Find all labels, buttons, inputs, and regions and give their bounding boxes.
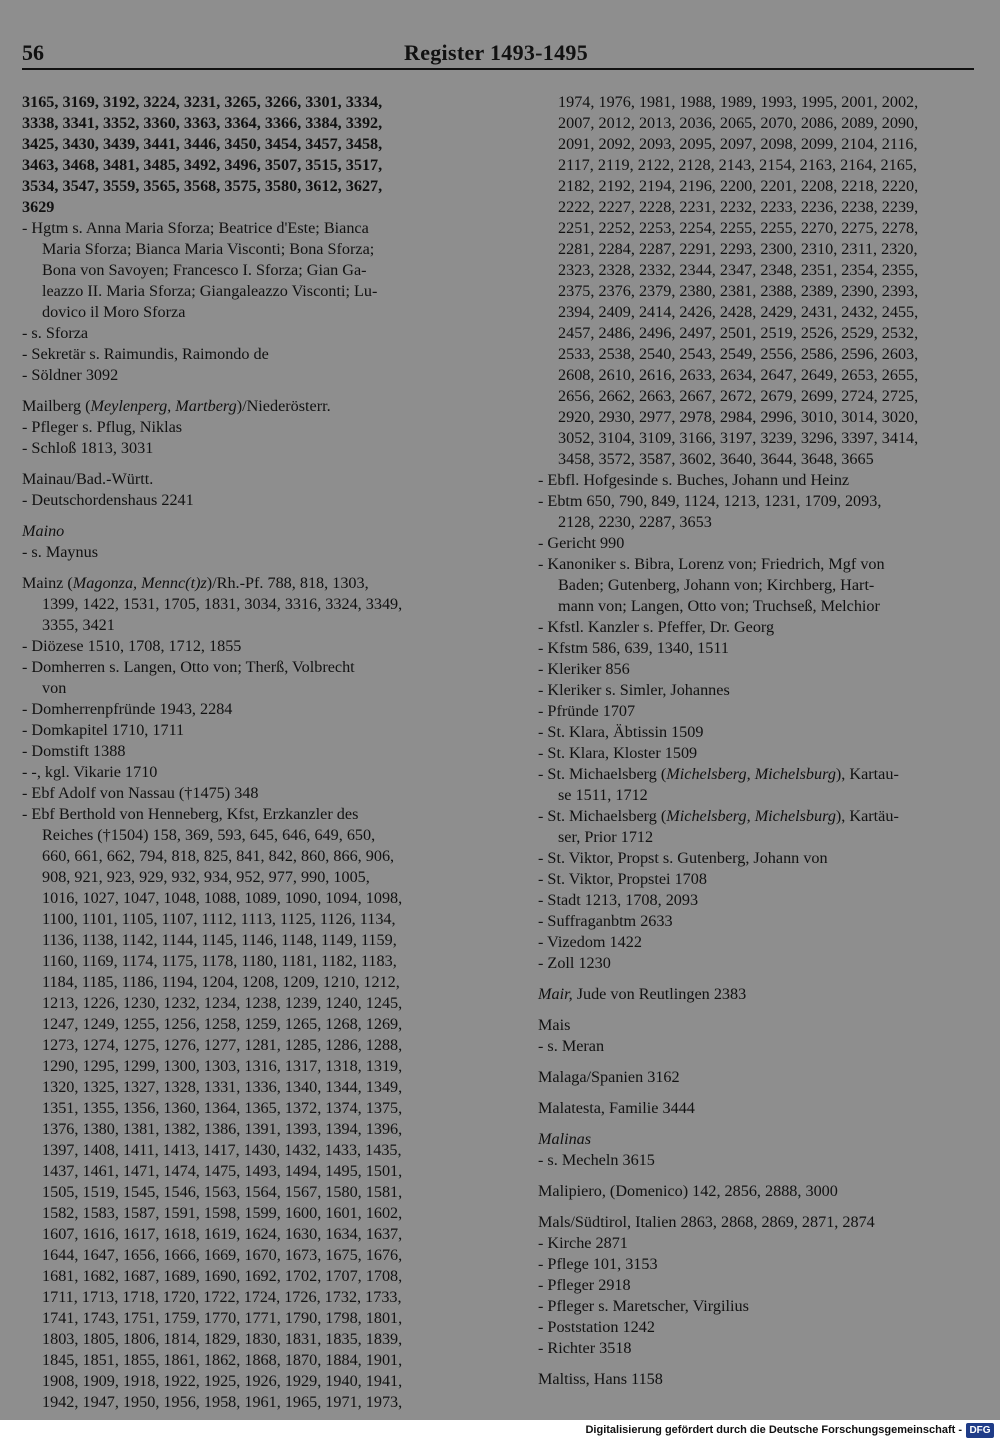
index-line xyxy=(538,407,982,428)
index-line xyxy=(538,113,982,134)
line-text: - Deutschordenshaus 2241 xyxy=(22,491,194,509)
index-line xyxy=(538,197,982,218)
line-text: 1160, 1169, 1174, 1175, 1178, 1180, 1181, 1182, 1183, xyxy=(42,952,397,970)
index-line xyxy=(538,617,982,638)
index-line xyxy=(538,1317,982,1338)
index-line xyxy=(538,323,982,344)
index-line xyxy=(538,869,982,890)
index-line xyxy=(22,1014,468,1035)
index-line xyxy=(22,636,468,657)
line-text: dovico il Moro Sforza xyxy=(42,303,186,321)
line-text: - Kfstl. Kanzler s. Pfeffer, Dr. Georg xyxy=(538,618,775,636)
entry-gap xyxy=(538,1088,982,1098)
italic-variant: Malinas xyxy=(538,1130,592,1148)
index-line xyxy=(538,1254,982,1275)
line-text: 3458, 3572, 3587, 3602, 3640, 3644, 3648, 3665 xyxy=(558,450,874,468)
index-line xyxy=(22,521,468,542)
entry-gap xyxy=(538,974,982,984)
index-line xyxy=(22,741,468,762)
index-line xyxy=(538,239,982,260)
index-line xyxy=(22,1224,468,1245)
line-text: 1273, 1274, 1275, 1276, 1277, 1281, 1285, 1286, 1288, xyxy=(42,1036,403,1054)
line-text: - Gericht 990 xyxy=(538,534,625,552)
index-line xyxy=(22,909,468,930)
index-line xyxy=(22,1035,468,1056)
index-line xyxy=(22,825,468,846)
line-text: 2457, 2486, 2496, 2497, 2501, 2519, 2526, 2529, 2532, xyxy=(558,324,919,342)
line-text: 1184, 1185, 1186, 1194, 1204, 1208, 1209, 1210, 1212, xyxy=(42,973,400,991)
index-line xyxy=(22,699,468,720)
index-line xyxy=(538,302,982,323)
italic-variant: Mair, xyxy=(538,985,573,1003)
line-text: 1505, 1519, 1545, 1546, 1563, 1564, 1567, 1580, 1581, xyxy=(42,1183,403,1201)
line-text: - Suffraganbtm 2633 xyxy=(538,912,673,930)
index-line xyxy=(538,1233,982,1254)
line-text: - Pfründe 1707 xyxy=(538,702,636,720)
line-text: 3338, 3341, 3352, 3360, 3363, 3364, 3366, 3384, 3392, xyxy=(22,114,383,132)
line-text: 3052, 3104, 3109, 3166, 3197, 3239, 3296, 3397, 3414, xyxy=(558,429,919,447)
index-line xyxy=(538,680,982,701)
index-line xyxy=(538,827,982,848)
line-text: - St. Michaelsberg ( xyxy=(538,765,667,783)
index-line xyxy=(538,659,982,680)
line-text: 1644, 1647, 1656, 1666, 1669, 1670, 1673, 1675, 1676, xyxy=(42,1246,403,1264)
entry-gap xyxy=(538,1359,982,1369)
index-line xyxy=(22,930,468,951)
index-line xyxy=(538,953,982,974)
line-text: Malaga/Spanien 3162 xyxy=(538,1068,680,1086)
index-line xyxy=(22,657,468,678)
line-tail: ), Kartäu- xyxy=(835,807,899,825)
index-line xyxy=(22,1392,468,1413)
line-text: 2920, 2930, 2977, 2978, 2984, 2996, 3010, 3014, 3020, xyxy=(558,408,919,426)
line-text: 1320, 1325, 1327, 1328, 1331, 1336, 1340, 1344, 1349, xyxy=(42,1078,403,1096)
footer xyxy=(0,1420,1000,1442)
line-text: - Diözese 1510, 1708, 1712, 1855 xyxy=(22,637,242,655)
line-text: mann von; Langen, Otto von; Truchseß, Melchior xyxy=(558,597,880,615)
index-line xyxy=(22,615,468,636)
index-line xyxy=(538,491,982,512)
line-text: 2182, 2192, 2194, 2196, 2200, 2201, 2208, 2218, 2220, xyxy=(558,177,919,195)
index-line xyxy=(538,806,982,827)
line-text: 2394, 2409, 2414, 2426, 2428, 2429, 2431, 2432, 2455, xyxy=(558,303,919,321)
entry-gap xyxy=(22,511,468,521)
index-line xyxy=(538,932,982,953)
line-text: 2323, 2328, 2332, 2344, 2347, 2348, 2351, 2354, 2355, xyxy=(558,261,919,279)
index-line xyxy=(22,1266,468,1287)
line-text: Baden; Gutenberg, Johann von; Kirchberg, Hart- xyxy=(558,576,875,594)
line-text: 908, 921, 923, 929, 932, 934, 952, 977, 990, 1005, xyxy=(42,868,370,886)
line-text: - St. Klara, Äbtissin 1509 xyxy=(538,723,704,741)
index-line xyxy=(22,594,468,615)
line-text: 1845, 1851, 1855, 1861, 1862, 1868, 1870, 1884, 1901, xyxy=(42,1351,403,1369)
page-title: Register 1493-1495 xyxy=(404,40,589,65)
index-line xyxy=(22,344,468,365)
line-text: - Söldner 3092 xyxy=(22,366,119,384)
line-text: - Schloß 1813, 3031 xyxy=(22,439,154,457)
index-line xyxy=(538,1098,982,1119)
index-line xyxy=(538,134,982,155)
index-line xyxy=(538,785,982,806)
line-text: - s. Meran xyxy=(538,1037,605,1055)
line-text: Mailberg ( xyxy=(22,397,91,415)
index-line xyxy=(538,848,982,869)
left-column xyxy=(22,92,468,1413)
line-text: - Pfleger s. Pflug, Niklas xyxy=(22,418,183,436)
line-text: - Domherrenpfründe 1943, 2284 xyxy=(22,700,233,718)
line-text: 2375, 2376, 2379, 2380, 2381, 2388, 2389, 2390, 2393, xyxy=(558,282,919,300)
line-text: - Ebtm 650, 790, 849, 1124, 1213, 1231, 1709, 2093, xyxy=(538,492,882,510)
index-line xyxy=(22,1161,468,1182)
page-header xyxy=(22,40,974,70)
index-line xyxy=(538,1338,982,1359)
index-line xyxy=(538,1129,982,1150)
right-column xyxy=(538,92,982,1390)
line-tail: )/Rh.-Pf. 788, 818, 1303, xyxy=(206,574,369,592)
index-line xyxy=(22,1140,468,1161)
index-line xyxy=(538,890,982,911)
index-line xyxy=(538,743,982,764)
line-text: - St. Klara, Kloster 1509 xyxy=(538,744,698,762)
line-text: 1974, 1976, 1981, 1988, 1989, 1993, 1995, 2001, 2002, xyxy=(558,93,919,111)
index-line xyxy=(22,1350,468,1371)
index-line xyxy=(22,1098,468,1119)
line-text: 1399, 1422, 1531, 1705, 1831, 3034, 3316, 3324, 3349, xyxy=(42,595,403,613)
line-text: 1803, 1805, 1806, 1814, 1829, 1830, 1831, 1835, 1839, xyxy=(42,1330,403,1348)
index-line xyxy=(538,701,982,722)
index-line xyxy=(538,554,982,575)
line-text: - Hgtm s. Anna Maria Sforza; Beatrice d'Este; Bianca xyxy=(22,219,369,237)
header-rule xyxy=(22,68,974,70)
line-tail: Jude von Reutlingen 2383 xyxy=(572,985,747,1003)
index-line xyxy=(22,92,468,113)
line-text: - Ebf Berthold von Henneberg, Kfst, Erzkanzler des xyxy=(22,805,359,823)
line-text: ser, Prior 1712 xyxy=(558,828,654,846)
page-number: 56 xyxy=(22,40,44,65)
line-text: 2007, 2012, 2013, 2036, 2065, 2070, 2086, 2089, 2090, xyxy=(558,114,919,132)
index-line xyxy=(22,1182,468,1203)
line-text: - s. Sforza xyxy=(22,324,89,342)
line-text: von xyxy=(42,679,67,697)
index-line xyxy=(22,993,468,1014)
line-text: - Richter 3518 xyxy=(538,1339,632,1357)
index-line xyxy=(22,365,468,386)
index-line xyxy=(538,764,982,785)
line-text: 660, 661, 662, 794, 818, 825, 841, 842, 860, 866, 906, xyxy=(42,847,395,865)
line-text: - St. Viktor, Propstei 1708 xyxy=(538,870,707,888)
line-text: - s. Maynus xyxy=(22,543,98,561)
line-text: 1136, 1138, 1142, 1144, 1145, 1146, 1148, 1149, 1159, xyxy=(42,931,397,949)
italic-variant: Michelsberg, Michelsburg xyxy=(666,765,836,783)
line-text: - Domstift 1388 xyxy=(22,742,126,760)
index-line xyxy=(538,92,982,113)
index-line xyxy=(22,490,468,511)
line-text: leazzo II. Maria Sforza; Giangaleazzo Visconti; Lu- xyxy=(42,282,378,300)
line-text: 1607, 1616, 1617, 1618, 1619, 1624, 1630, 1634, 1637, xyxy=(42,1225,403,1243)
index-line xyxy=(22,783,468,804)
index-line xyxy=(538,722,982,743)
line-text: Mals/Südtirol, Italien 2863, 2868, 2869, 2871, 2874 xyxy=(538,1213,875,1231)
line-tail: )/Niederösterr. xyxy=(236,397,331,415)
index-line xyxy=(22,1371,468,1392)
line-text: 3165, 3169, 3192, 3224, 3231, 3265, 3266, 3301, 3334, xyxy=(22,93,383,111)
line-text: 1741, 1743, 1751, 1759, 1770, 1771, 1790, 1798, 1801, xyxy=(42,1309,403,1327)
index-line xyxy=(22,1203,468,1224)
index-line xyxy=(538,449,982,470)
line-text: 1582, 1583, 1587, 1591, 1598, 1599, 1600, 1601, 1602, xyxy=(42,1204,403,1222)
line-text: 2222, 2227, 2228, 2231, 2232, 2233, 2236, 2238, 2239, xyxy=(558,198,919,216)
index-line xyxy=(22,323,468,344)
index-line xyxy=(538,260,982,281)
line-text: 1681, 1682, 1687, 1689, 1690, 1692, 1702, 1707, 1708, xyxy=(42,1267,403,1285)
index-line xyxy=(538,1015,982,1036)
line-text: 2533, 2538, 2540, 2543, 2549, 2556, 2586, 2596, 2603, xyxy=(558,345,919,363)
line-text: - Pflege 101, 3153 xyxy=(538,1255,658,1273)
line-text: 1376, 1380, 1381, 1382, 1386, 1391, 1393, 1394, 1396, xyxy=(42,1120,403,1138)
index-line xyxy=(22,1056,468,1077)
index-line xyxy=(22,239,468,260)
index-line xyxy=(22,1329,468,1350)
index-line xyxy=(538,596,982,617)
line-text: - Kanoniker s. Bibra, Lorenz von; Friedrich, Mgf von xyxy=(538,555,885,573)
entry-gap xyxy=(22,459,468,469)
index-line xyxy=(22,438,468,459)
line-text: - St. Viktor, Propst s. Gutenberg, Johann von xyxy=(538,849,828,867)
index-line xyxy=(22,134,468,155)
entry-gap xyxy=(538,1005,982,1015)
index-line xyxy=(538,1275,982,1296)
line-text: Maria Sforza; Bianca Maria Visconti; Bona Sforza; xyxy=(42,240,375,258)
index-line xyxy=(22,396,468,417)
index-line xyxy=(22,573,468,594)
entry-gap xyxy=(22,563,468,573)
line-text: - s. Mecheln 3615 xyxy=(538,1151,655,1169)
index-line xyxy=(22,302,468,323)
index-line xyxy=(22,218,468,239)
line-text: Reiches (†1504) 158, 369, 593, 645, 646, 649, 650, xyxy=(42,826,376,844)
index-line xyxy=(538,1296,982,1317)
line-text: Malipiero, (Domenico) 142, 2856, 2888, 3000 xyxy=(538,1182,838,1200)
line-text: 2091, 2092, 2093, 2095, 2097, 2098, 2099, 2104, 2116, xyxy=(558,135,918,153)
line-text: Bona von Savoyen; Francesco I. Sforza; Gian Ga- xyxy=(42,261,367,279)
index-line xyxy=(22,846,468,867)
index-line xyxy=(22,176,468,197)
line-text: Mainz ( xyxy=(22,574,73,592)
index-line xyxy=(22,113,468,134)
line-text: 3355, 3421 xyxy=(42,616,115,634)
line-text: - Kirche 2871 xyxy=(538,1234,628,1252)
index-line xyxy=(22,281,468,302)
line-text: - Domkapitel 1710, 1711 xyxy=(22,721,185,739)
index-line xyxy=(538,1181,982,1202)
index-line xyxy=(22,867,468,888)
line-text: 3629 xyxy=(22,198,55,216)
index-line xyxy=(22,804,468,825)
italic-variant: Meylenperg, Martberg xyxy=(90,397,237,415)
line-text: - Pfleger 2918 xyxy=(538,1276,631,1294)
index-line xyxy=(538,428,982,449)
entry-gap xyxy=(538,1057,982,1067)
line-text: Maltiss, Hans 1158 xyxy=(538,1370,663,1388)
italic-variant: Maino xyxy=(22,522,65,540)
index-line xyxy=(22,417,468,438)
index-line xyxy=(22,720,468,741)
index-line xyxy=(538,344,982,365)
index-line xyxy=(538,638,982,659)
line-text: - Zoll 1230 xyxy=(538,954,611,972)
index-line xyxy=(22,469,468,490)
index-line xyxy=(22,888,468,909)
line-text: - Ebf Adolf von Nassau (†1475) 348 xyxy=(22,784,259,802)
index-line xyxy=(538,470,982,491)
index-line xyxy=(538,1036,982,1057)
line-text: se 1511, 1712 xyxy=(558,786,648,804)
line-text: 1397, 1408, 1411, 1413, 1417, 1430, 1432, 1433, 1435, xyxy=(42,1141,402,1159)
line-text: - Ebfl. Hofgesinde s. Buches, Johann und Heinz xyxy=(538,471,850,489)
index-line xyxy=(22,762,468,783)
line-text: - Domherren s. Langen, Otto von; Therß, Volbrecht xyxy=(22,658,355,676)
index-line xyxy=(22,1308,468,1329)
line-text: 2281, 2284, 2287, 2291, 2293, 2300, 2310, 2311, 2320, xyxy=(558,240,918,258)
index-line xyxy=(538,911,982,932)
line-text: 1908, 1909, 1918, 1922, 1925, 1926, 1929, 1940, 1941, xyxy=(42,1372,403,1390)
entry-gap xyxy=(538,1202,982,1212)
index-line xyxy=(538,386,982,407)
line-text: 1290, 1295, 1299, 1300, 1303, 1316, 1317, 1318, 1319, xyxy=(42,1057,403,1075)
line-text: - St. Michaelsberg ( xyxy=(538,807,667,825)
index-line xyxy=(22,197,468,218)
line-text: - Sekretär s. Raimundis, Raimondo de xyxy=(22,345,269,363)
line-text: 1942, 1947, 1950, 1956, 1958, 1961, 1965, 1971, 1973, xyxy=(42,1393,403,1411)
line-text: - Pfleger s. Maretscher, Virgilius xyxy=(538,1297,749,1315)
index-line xyxy=(538,575,982,596)
line-text: - Kfstm 586, 639, 1340, 1511 xyxy=(538,639,729,657)
line-tail: ), Kartau- xyxy=(835,765,899,783)
line-text: 2608, 2610, 2616, 2633, 2634, 2647, 2649, 2653, 2655, xyxy=(558,366,919,384)
line-text: 3534, 3547, 3559, 3565, 3568, 3575, 3580, 3612, 3627, xyxy=(22,177,383,195)
index-line xyxy=(538,365,982,386)
index-line xyxy=(538,533,982,554)
index-line xyxy=(538,155,982,176)
index-line xyxy=(22,972,468,993)
line-text: - -, kgl. Vikarie 1710 xyxy=(22,763,158,781)
line-text: 1100, 1101, 1105, 1107, 1112, 1113, 1125, 1126, 1134, xyxy=(42,910,396,928)
index-line xyxy=(22,155,468,176)
index-line xyxy=(22,678,468,699)
line-text: - Poststation 1242 xyxy=(538,1318,655,1336)
line-text: - Kleriker 856 xyxy=(538,660,630,678)
entry-gap xyxy=(538,1171,982,1181)
italic-variant: Magonza, Mennc(t)z xyxy=(72,574,207,592)
index-line xyxy=(538,1369,982,1390)
line-text: Malatesta, Familie 3444 xyxy=(538,1099,695,1117)
index-line xyxy=(22,542,468,563)
line-text: 2128, 2230, 2287, 3653 xyxy=(558,513,712,531)
index-line xyxy=(22,1245,468,1266)
line-text: Mainau/Bad.-Württ. xyxy=(22,470,154,488)
line-text: 3425, 3430, 3439, 3441, 3446, 3450, 3454, 3457, 3458, xyxy=(22,135,383,153)
line-text: - Vizedom 1422 xyxy=(538,933,642,951)
index-line xyxy=(22,951,468,972)
line-text: - Kleriker s. Simler, Johannes xyxy=(538,681,730,699)
index-line xyxy=(538,512,982,533)
footer-text: Digitalisierung gefördert durch die Deutsche Forschungsgemeinschaft - xyxy=(585,1424,962,1436)
line-text: - Stadt 1213, 1708, 2093 xyxy=(538,891,699,909)
index-line xyxy=(538,281,982,302)
line-text: 1711, 1713, 1718, 1720, 1722, 1724, 1726, 1732, 1733, xyxy=(42,1288,402,1306)
dfg-logo: DFG xyxy=(966,1423,994,1438)
entry-gap xyxy=(538,1119,982,1129)
index-line xyxy=(538,1212,982,1233)
line-text: Mais xyxy=(538,1016,571,1034)
entry-gap xyxy=(22,386,468,396)
index-line xyxy=(538,984,982,1005)
line-text: 2251, 2252, 2253, 2254, 2255, 2255, 2270, 2275, 2278, xyxy=(558,219,919,237)
line-text: 2656, 2662, 2663, 2667, 2672, 2679, 2699, 2724, 2725, xyxy=(558,387,919,405)
index-line xyxy=(538,1067,982,1088)
index-line xyxy=(22,1287,468,1308)
index-line xyxy=(22,1077,468,1098)
index-line xyxy=(22,260,468,281)
line-text: 1351, 1355, 1356, 1360, 1364, 1365, 1372, 1374, 1375, xyxy=(42,1099,403,1117)
index-line xyxy=(22,1119,468,1140)
index-line xyxy=(538,1150,982,1171)
index-line xyxy=(538,176,982,197)
line-text: 1247, 1249, 1255, 1256, 1258, 1259, 1265, 1268, 1269, xyxy=(42,1015,403,1033)
italic-variant: Michelsberg, Michelsburg xyxy=(666,807,836,825)
line-text: 1213, 1226, 1230, 1232, 1234, 1238, 1239, 1240, 1245, xyxy=(42,994,403,1012)
line-text: 2117, 2119, 2122, 2128, 2143, 2154, 2163, 2164, 2165, xyxy=(558,156,917,174)
line-text: 3463, 3468, 3481, 3485, 3492, 3496, 3507, 3515, 3517, xyxy=(22,156,383,174)
line-text: 1016, 1027, 1047, 1048, 1088, 1089, 1090, 1094, 1098, xyxy=(42,889,403,907)
line-text: 1437, 1461, 1471, 1474, 1475, 1493, 1494, 1495, 1501, xyxy=(42,1162,403,1180)
index-line xyxy=(538,218,982,239)
